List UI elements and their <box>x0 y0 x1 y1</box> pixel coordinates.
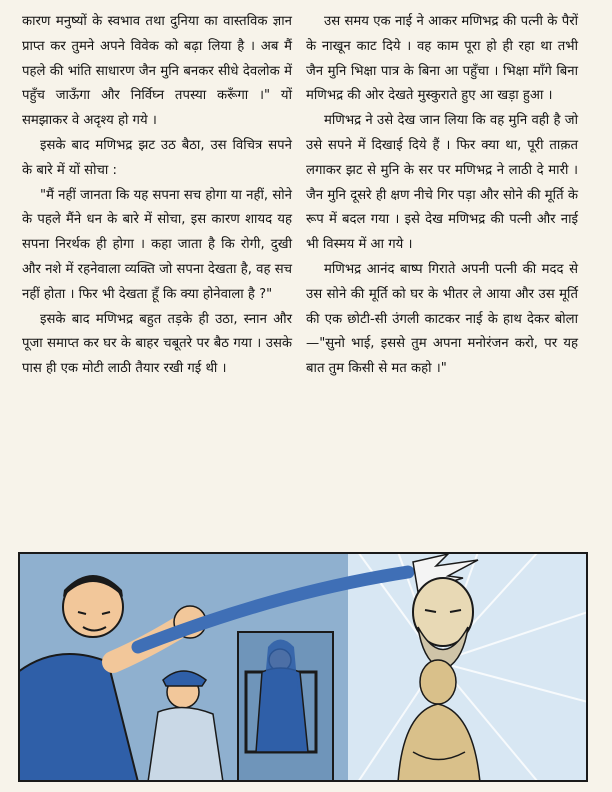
story-illustration <box>18 552 588 782</box>
paragraph: कारण मनुष्यों के स्वभाव तथा दुनिया का वास्तविक ज्ञान प्राप्त कर तुमने अपने विवेक को बढ़ा लिया है । अब मैं पहले की भांति साधारण जैन मुनि बनकर सीधे देवलोक में पहुँच जाऊँगा और निर्विघ्न तपस्या करूँगा ।" यों समझाकर वे अदृश्य हो गये । <box>22 14 292 129</box>
paragraph: मणिभद्र ने उसे देख जान लिया कि वह मुनि वही है जो उसे सपने में दिखाई दिये हैं । फिर क्या था, पूरी ताक़त लगाकर झट से मुनि के सर पर मणिभद्र ने लाठी दे मारी । जैन मुनि दूसरे ही क्षण नीचे गिर पड़ा और सोने की मूर्ति के रूप में बदल गया । इसे देख मणिभद्र की पत्नी और नाई भी विस्मय में आ गये । <box>306 113 578 253</box>
paragraph: इसके बाद मणिभद्र बहुत तड़के ही उठा, स्नान और पूजा समाप्त कर घर के बाहर चबूतरे पर बैठ गया । उसके पास ही एक मोटी लाठी तैयार रखी गई थी । <box>22 311 292 377</box>
paragraph: इसके बाद मणिभद्र झट उठ बैठा, उस विचित्र सपने के बारे में यों सोचा : <box>22 137 292 178</box>
paragraph: "मैं नहीं जानता कि यह सपना सच होगा या नहीं, सोने के पहले मैंने धन के बारे में सोचा, इस कारण शायद यह सपना निरर्थक ही होगा । कहा जाता है कि रोगी, दुखी और नशे में रहनेवाला व्यक्ति जो सपना देखता है, वह सच नहीं होता । फिर भी देखता हूँ कि क्या होनेवाला है ?" <box>22 187 292 302</box>
text-column-right <box>306 10 578 382</box>
paragraph: मणिभद्र आनंद बाष्प गिराते अपनी पत्नी की मदद से उस सोने की मूर्ति को घर के भीतर ले आया और उस मूर्ति की एक छोटी-सी उंगली काटकर नाई के हाथ देकर बोला—"सुनो भाई, इससे तुम अपना मनोरंजन करो, पर यह बात तुम किसी से मत कहो ।" <box>306 261 578 377</box>
illustration-svg <box>18 552 588 782</box>
text-column-left <box>22 10 292 382</box>
paragraph: उस समय एक नाई ने आकर मणिभद्र की पत्नी के पैरों के नाखून काट दिये । वह काम पूरा हो ही रहा था तभी जैन मुनि भिक्षा पात्र के बिना आ पहुँचा । भिक्षा माँगे बिना मणिभद्र की ओर देखते मुस्कुराते हुए आ खड़ा हुआ । <box>306 14 578 104</box>
